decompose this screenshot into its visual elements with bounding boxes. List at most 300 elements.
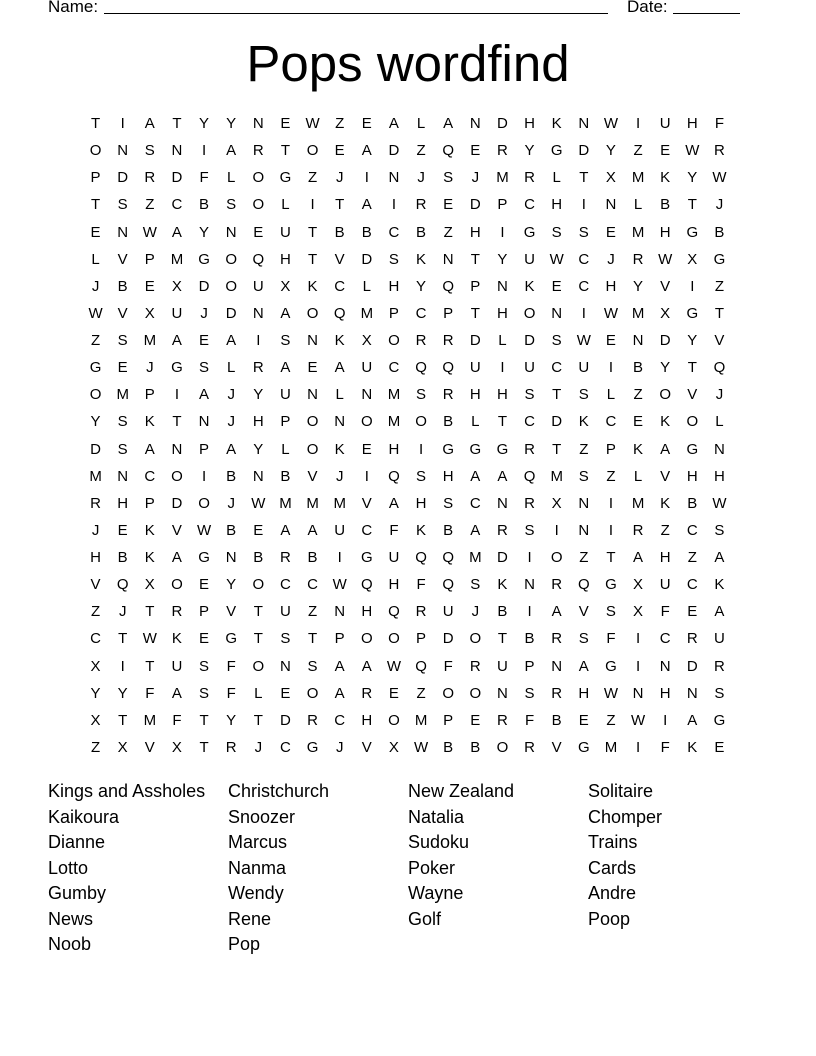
grid-cell[interactable]: P — [199, 440, 210, 458]
grid-cell[interactable]: L — [471, 413, 480, 431]
grid-cell[interactable]: Y — [416, 277, 427, 295]
grid-cell[interactable]: Q — [713, 359, 726, 377]
grid-cell[interactable]: K — [687, 738, 698, 756]
grid-cell[interactable]: T — [606, 549, 616, 566]
grid-cell[interactable]: Z — [579, 549, 589, 566]
grid-cell[interactable]: A — [388, 494, 399, 512]
grid-cell[interactable]: R — [90, 494, 101, 512]
grid-cell[interactable]: W — [658, 250, 673, 268]
grid-cell[interactable]: R — [415, 603, 427, 621]
grid-cell[interactable]: D — [442, 630, 454, 648]
grid-cell[interactable]: V — [578, 603, 589, 621]
grid-cell[interactable]: D — [171, 169, 183, 187]
grid-cell[interactable]: Z — [606, 711, 616, 729]
grid-cell[interactable]: T — [687, 196, 697, 214]
grid-cell[interactable]: B — [443, 413, 454, 431]
grid-cell[interactable]: Z — [307, 603, 318, 621]
grid-cell[interactable]: J — [417, 169, 425, 187]
grid-cell[interactable]: Q — [415, 359, 427, 377]
grid-cell[interactable]: X — [117, 738, 128, 756]
grid-cell[interactable]: H — [117, 494, 129, 512]
grid-cell[interactable]: Y — [497, 250, 508, 268]
grid-cell[interactable]: T — [118, 711, 128, 729]
grid-cell[interactable]: F — [443, 657, 453, 675]
grid-cell[interactable]: N — [361, 386, 373, 404]
grid-cell[interactable]: J — [227, 386, 235, 404]
grid-cell[interactable]: Y — [253, 440, 264, 458]
grid-cell[interactable]: C — [388, 359, 400, 377]
grid-cell[interactable]: K — [551, 115, 562, 132]
grid-cell[interactable]: K — [334, 440, 345, 458]
grid-cell[interactable]: F — [226, 657, 236, 675]
grid-cell[interactable]: E — [633, 413, 644, 431]
grid-cell[interactable]: E — [144, 277, 155, 295]
grid-cell[interactable]: E — [551, 277, 562, 295]
grid-cell[interactable]: R — [225, 738, 237, 756]
grid-cell[interactable]: H — [469, 386, 481, 404]
grid-cell[interactable]: I — [174, 386, 180, 404]
grid-cell[interactable]: R — [171, 603, 183, 621]
grid-cell[interactable]: R — [686, 630, 698, 648]
grid-cell[interactable]: C — [144, 467, 156, 485]
grid-cell[interactable]: I — [635, 738, 641, 756]
grid-cell[interactable]: N — [578, 115, 590, 132]
grid-cell[interactable]: D — [551, 413, 563, 431]
grid-cell[interactable]: W — [630, 711, 646, 729]
grid-cell[interactable]: E — [307, 359, 318, 377]
grid-cell[interactable]: X — [144, 304, 155, 322]
grid-cell[interactable]: P — [144, 386, 155, 404]
grid-cell[interactable]: R — [252, 142, 264, 160]
grid-cell[interactable]: T — [199, 738, 209, 756]
grid-cell[interactable]: Z — [633, 386, 643, 404]
grid-cell[interactable]: U — [361, 359, 373, 377]
grid-cell[interactable]: T — [172, 413, 182, 431]
grid-cell[interactable]: T — [552, 440, 562, 458]
grid-cell[interactable]: M — [143, 332, 157, 349]
grid-cell[interactable]: B — [361, 223, 372, 241]
grid-cell[interactable]: M — [360, 304, 374, 322]
grid-cell[interactable]: T — [579, 169, 589, 187]
grid-cell[interactable]: I — [608, 494, 614, 512]
grid-cell[interactable]: A — [714, 549, 725, 566]
grid-cell[interactable]: S — [117, 196, 128, 214]
grid-cell[interactable]: K — [171, 630, 182, 648]
grid-cell[interactable]: G — [225, 630, 238, 648]
grid-cell[interactable]: H — [252, 413, 264, 431]
grid-cell[interactable]: I — [690, 277, 695, 295]
grid-cell[interactable]: O — [89, 142, 102, 160]
grid-cell[interactable]: T — [470, 304, 480, 322]
grid-cell[interactable]: Y — [660, 359, 671, 377]
grid-cell[interactable]: I — [608, 521, 614, 539]
grid-cell[interactable]: L — [335, 386, 344, 404]
grid-cell[interactable]: J — [471, 169, 480, 187]
grid-cell[interactable]: Y — [90, 413, 101, 431]
grid-cell[interactable]: R — [361, 684, 373, 702]
grid-cell[interactable]: S — [578, 223, 589, 241]
grid-cell[interactable]: N — [388, 169, 400, 187]
grid-cell[interactable]: W — [251, 494, 266, 512]
grid-cell[interactable]: G — [360, 549, 373, 566]
grid-cell[interactable]: A — [334, 657, 345, 675]
grid-cell[interactable]: H — [497, 386, 508, 404]
grid-cell[interactable]: N — [497, 277, 508, 295]
grid-cell[interactable]: S — [199, 657, 210, 675]
grid-cell[interactable]: N — [225, 223, 237, 241]
grid-cell[interactable]: C — [307, 576, 318, 594]
grid-cell[interactable]: L — [498, 332, 507, 349]
grid-cell[interactable]: X — [633, 603, 644, 621]
grid-cell[interactable]: S — [714, 521, 725, 539]
grid-cell[interactable]: B — [551, 711, 562, 729]
grid-cell[interactable]: I — [527, 603, 532, 621]
grid-cell[interactable]: G — [496, 440, 509, 458]
grid-cell[interactable]: W — [603, 684, 619, 702]
grid-cell[interactable]: B — [416, 223, 427, 241]
grid-cell[interactable]: C — [551, 359, 563, 377]
grid-cell[interactable]: L — [227, 359, 236, 377]
grid-cell[interactable]: R — [714, 657, 725, 675]
grid-cell[interactable]: C — [524, 413, 535, 431]
grid-cell[interactable]: B — [117, 549, 128, 566]
grid-cell[interactable]: G — [198, 549, 210, 566]
grid-cell[interactable]: M — [631, 494, 645, 512]
grid-cell[interactable]: B — [226, 521, 237, 539]
grid-cell[interactable]: G — [306, 738, 319, 756]
grid-cell[interactable]: E — [361, 115, 372, 132]
grid-cell[interactable]: T — [145, 603, 155, 621]
grid-cell[interactable]: Z — [443, 223, 453, 241]
grid-cell[interactable]: T — [497, 413, 508, 431]
grid-cell[interactable]: U — [171, 657, 183, 675]
grid-cell[interactable]: E — [660, 142, 671, 160]
grid-cell[interactable]: H — [469, 223, 481, 241]
grid-cell[interactable]: A — [199, 386, 210, 404]
grid-cell[interactable]: K — [714, 576, 725, 594]
grid-cell[interactable]: F — [660, 738, 670, 756]
grid-cell[interactable]: K — [334, 332, 345, 349]
grid-cell[interactable]: A — [144, 115, 155, 132]
grid-cell[interactable]: J — [335, 169, 344, 187]
grid-cell[interactable]: B — [307, 549, 318, 566]
grid-cell[interactable]: U — [252, 277, 264, 295]
grid-cell[interactable]: Y — [633, 277, 644, 295]
grid-cell[interactable]: U — [171, 304, 183, 322]
grid-cell[interactable]: H — [524, 115, 535, 132]
grid-cell[interactable]: J — [146, 359, 154, 377]
grid-cell[interactable]: F — [226, 684, 236, 702]
grid-cell[interactable]: O — [550, 549, 563, 566]
grid-cell[interactable]: Z — [90, 738, 101, 756]
grid-cell[interactable]: F — [606, 630, 616, 648]
grid-cell[interactable]: E — [253, 223, 264, 241]
grid-cell[interactable]: F — [145, 684, 155, 702]
grid-cell[interactable]: K — [524, 277, 535, 295]
grid-cell[interactable]: C — [578, 277, 590, 295]
grid-cell[interactable]: O — [442, 684, 455, 702]
grid-cell[interactable]: I — [527, 549, 532, 566]
grid-cell[interactable]: G — [198, 250, 210, 268]
grid-cell[interactable]: Z — [687, 549, 697, 566]
grid-cell[interactable]: Y — [687, 169, 698, 187]
grid-cell[interactable]: D — [117, 169, 129, 187]
grid-cell[interactable]: N — [524, 576, 535, 594]
grid-cell[interactable]: K — [578, 413, 589, 431]
grid-cell[interactable]: S — [578, 630, 589, 648]
grid-cell[interactable]: T — [714, 304, 725, 322]
grid-cell[interactable]: X — [144, 576, 155, 594]
grid-cell[interactable]: E — [280, 684, 291, 702]
grid-cell[interactable]: T — [172, 115, 182, 132]
grid-cell[interactable]: Z — [307, 169, 318, 187]
grid-cell[interactable]: E — [578, 711, 589, 729]
grid-cell[interactable]: R — [551, 684, 563, 702]
grid-cell[interactable]: S — [117, 440, 128, 458]
grid-cell[interactable]: G — [686, 223, 699, 241]
grid-cell[interactable]: B — [334, 223, 345, 241]
grid-cell[interactable]: S — [280, 630, 291, 648]
grid-cell[interactable]: N — [632, 684, 644, 702]
grid-cell[interactable]: W — [386, 657, 402, 675]
grid-cell[interactable]: B — [660, 196, 671, 214]
grid-cell[interactable]: G — [605, 657, 617, 675]
grid-cell[interactable]: N — [497, 684, 508, 702]
grid-cell[interactable]: I — [500, 223, 505, 241]
grid-cell[interactable]: N — [225, 549, 237, 566]
grid-cell[interactable]: J — [715, 386, 724, 404]
grid-cell[interactable]: U — [280, 223, 291, 241]
grid-cell[interactable]: R — [497, 521, 508, 539]
grid-cell[interactable]: T — [90, 115, 101, 132]
grid-cell[interactable]: Y — [226, 711, 237, 729]
grid-cell[interactable]: N — [171, 142, 183, 160]
grid-cell[interactable]: D — [388, 142, 400, 160]
grid-cell[interactable]: I — [581, 304, 586, 322]
grid-cell[interactable]: F — [714, 115, 725, 132]
grid-cell[interactable]: O — [360, 413, 373, 431]
grid-cell[interactable]: C — [686, 576, 698, 594]
grid-cell[interactable]: H — [659, 684, 671, 702]
grid-cell[interactable]: Q — [415, 657, 427, 675]
grid-cell[interactable]: G — [279, 169, 292, 187]
grid-cell[interactable]: S — [226, 196, 237, 214]
grid-cell[interactable]: T — [253, 603, 263, 621]
grid-cell[interactable]: J — [91, 521, 100, 539]
grid-cell[interactable]: E — [199, 576, 210, 594]
grid-cell[interactable]: F — [416, 576, 426, 594]
grid-cell[interactable]: V — [90, 576, 101, 594]
grid-cell[interactable]: W — [603, 304, 619, 322]
grid-cell[interactable]: R — [524, 738, 535, 756]
grid-cell[interactable]: O — [252, 196, 265, 214]
grid-cell[interactable]: L — [633, 467, 643, 485]
grid-cell[interactable]: L — [552, 169, 561, 187]
grid-cell[interactable]: O — [225, 277, 238, 295]
grid-cell[interactable]: N — [117, 142, 129, 160]
grid-cell[interactable]: J — [607, 250, 615, 268]
grid-cell[interactable]: N — [469, 115, 481, 132]
grid-cell[interactable]: R — [524, 494, 535, 512]
grid-cell[interactable]: I — [364, 169, 369, 187]
grid-cell[interactable]: Q — [116, 576, 129, 594]
grid-cell[interactable]: L — [281, 440, 290, 458]
grid-cell[interactable]: M — [116, 386, 129, 404]
grid-cell[interactable]: N — [117, 467, 129, 485]
grid-cell[interactable]: S — [144, 142, 155, 160]
grid-cell[interactable]: A — [226, 332, 237, 349]
grid-cell[interactable]: H — [605, 277, 617, 295]
grid-cell[interactable]: V — [171, 521, 182, 539]
grid-cell[interactable]: A — [334, 359, 345, 377]
grid-cell[interactable]: D — [686, 657, 698, 675]
grid-cell[interactable]: N — [334, 413, 346, 431]
grid-cell[interactable]: H — [551, 196, 563, 214]
grid-cell[interactable]: A — [307, 521, 318, 539]
grid-cell[interactable]: W — [712, 169, 727, 187]
grid-cell[interactable]: V — [226, 603, 237, 621]
grid-cell[interactable]: X — [280, 277, 291, 295]
grid-cell[interactable]: O — [523, 304, 536, 322]
grid-cell[interactable]: J — [227, 413, 235, 431]
grid-cell[interactable]: N — [578, 521, 590, 539]
grid-cell[interactable]: R — [524, 440, 535, 458]
grid-cell[interactable]: O — [252, 657, 265, 675]
grid-cell[interactable]: U — [659, 115, 671, 132]
grid-cell[interactable]: S — [117, 413, 128, 431]
grid-cell[interactable]: Q — [442, 277, 455, 295]
grid-cell[interactable]: O — [171, 467, 183, 485]
grid-cell[interactable]: M — [469, 549, 482, 566]
grid-cell[interactable]: B — [443, 738, 454, 756]
grid-cell[interactable]: S — [443, 169, 454, 187]
grid-cell[interactable]: L — [362, 277, 371, 295]
grid-cell[interactable]: S — [307, 657, 318, 675]
grid-cell[interactable]: H — [442, 467, 454, 485]
grid-cell[interactable]: X — [551, 494, 562, 512]
grid-cell[interactable]: H — [659, 549, 671, 566]
grid-cell[interactable]: G — [550, 142, 563, 160]
grid-cell[interactable]: W — [576, 332, 591, 349]
grid-cell[interactable]: A — [334, 684, 345, 702]
grid-cell[interactable]: H — [388, 440, 400, 458]
grid-cell[interactable]: C — [578, 250, 590, 268]
grid-cell[interactable]: R — [497, 142, 508, 160]
grid-cell[interactable]: K — [497, 576, 508, 594]
grid-cell[interactable]: S — [524, 684, 535, 702]
grid-cell[interactable]: I — [635, 657, 641, 675]
grid-cell[interactable]: O — [388, 630, 400, 648]
grid-cell[interactable]: I — [608, 359, 614, 377]
grid-cell[interactable]: M — [631, 169, 645, 187]
grid-cell[interactable]: L — [715, 413, 724, 431]
grid-cell[interactable]: N — [551, 657, 563, 675]
grid-cell[interactable]: R — [442, 386, 454, 404]
grid-cell[interactable]: K — [633, 440, 644, 458]
grid-cell[interactable]: I — [120, 657, 125, 675]
grid-cell[interactable]: T — [687, 359, 697, 377]
grid-cell[interactable]: G — [577, 738, 590, 756]
grid-cell[interactable]: Y — [605, 142, 616, 160]
grid-cell[interactable]: C — [171, 196, 183, 214]
grid-cell[interactable]: X — [171, 277, 182, 295]
grid-cell[interactable]: B — [470, 738, 481, 756]
grid-cell[interactable]: I — [635, 630, 641, 648]
grid-cell[interactable]: H — [388, 576, 400, 594]
grid-cell[interactable]: B — [117, 277, 128, 295]
grid-cell[interactable]: O — [469, 630, 482, 648]
grid-cell[interactable]: I — [201, 142, 207, 160]
grid-cell[interactable]: X — [361, 332, 372, 349]
grid-cell[interactable]: R — [497, 711, 508, 729]
grid-cell[interactable]: I — [500, 359, 505, 377]
grid-cell[interactable]: T — [118, 630, 128, 648]
grid-cell[interactable]: J — [200, 304, 208, 322]
grid-cell[interactable]: N — [686, 684, 698, 702]
grid-cell[interactable]: M — [550, 467, 563, 485]
grid-cell[interactable]: L — [227, 169, 236, 187]
grid-cell[interactable]: S — [551, 332, 562, 349]
grid-cell[interactable]: H — [361, 711, 373, 729]
grid-cell[interactable]: T — [253, 711, 263, 729]
grid-cell[interactable]: Z — [606, 467, 616, 485]
grid-cell[interactable]: L — [91, 250, 100, 268]
grid-cell[interactable]: V — [361, 494, 372, 512]
grid-cell[interactable]: N — [252, 115, 264, 132]
grid-cell[interactable]: R — [252, 359, 264, 377]
grid-cell[interactable]: R — [442, 332, 454, 349]
grid-cell[interactable]: A — [578, 657, 589, 675]
grid-cell[interactable]: O — [686, 413, 699, 431]
grid-cell[interactable]: U — [388, 549, 400, 566]
grid-cell[interactable]: G — [686, 440, 699, 458]
grid-cell[interactable]: P — [199, 603, 210, 621]
grid-cell[interactable]: N — [659, 657, 671, 675]
grid-cell[interactable]: A — [497, 467, 508, 485]
grid-cell[interactable]: B — [714, 223, 725, 241]
grid-cell[interactable]: X — [633, 576, 644, 594]
grid-cell[interactable]: E — [117, 521, 128, 539]
grid-cell[interactable]: E — [443, 196, 454, 214]
grid-cell[interactable]: I — [201, 467, 207, 485]
grid-cell[interactable]: S — [524, 521, 535, 539]
grid-cell[interactable]: N — [442, 250, 454, 268]
grid-cell[interactable]: E — [199, 630, 210, 648]
grid-cell[interactable]: O — [225, 250, 238, 268]
grid-cell[interactable]: X — [388, 738, 399, 756]
grid-cell[interactable]: N — [578, 494, 590, 512]
grid-cell[interactable]: V — [334, 250, 345, 268]
grid-cell[interactable]: T — [552, 386, 562, 404]
grid-cell[interactable]: A — [714, 603, 725, 621]
grid-cell[interactable]: D — [469, 196, 481, 214]
grid-cell[interactable]: O — [306, 304, 319, 322]
grid-cell[interactable]: Q — [442, 576, 455, 594]
grid-cell[interactable]: A — [633, 549, 644, 566]
grid-cell[interactable]: A — [361, 196, 372, 214]
grid-cell[interactable]: W — [196, 521, 212, 539]
grid-cell[interactable]: U — [334, 521, 346, 539]
grid-cell[interactable]: I — [256, 332, 261, 349]
grid-cell[interactable]: M — [89, 467, 102, 485]
grid-cell[interactable]: G — [469, 440, 482, 458]
grid-cell[interactable]: T — [280, 142, 291, 160]
grid-cell[interactable]: K — [660, 494, 671, 512]
grid-cell[interactable]: X — [90, 711, 101, 729]
grid-cell[interactable]: W — [549, 250, 564, 268]
grid-cell[interactable]: N — [280, 657, 291, 675]
grid-cell[interactable]: Z — [416, 684, 426, 702]
